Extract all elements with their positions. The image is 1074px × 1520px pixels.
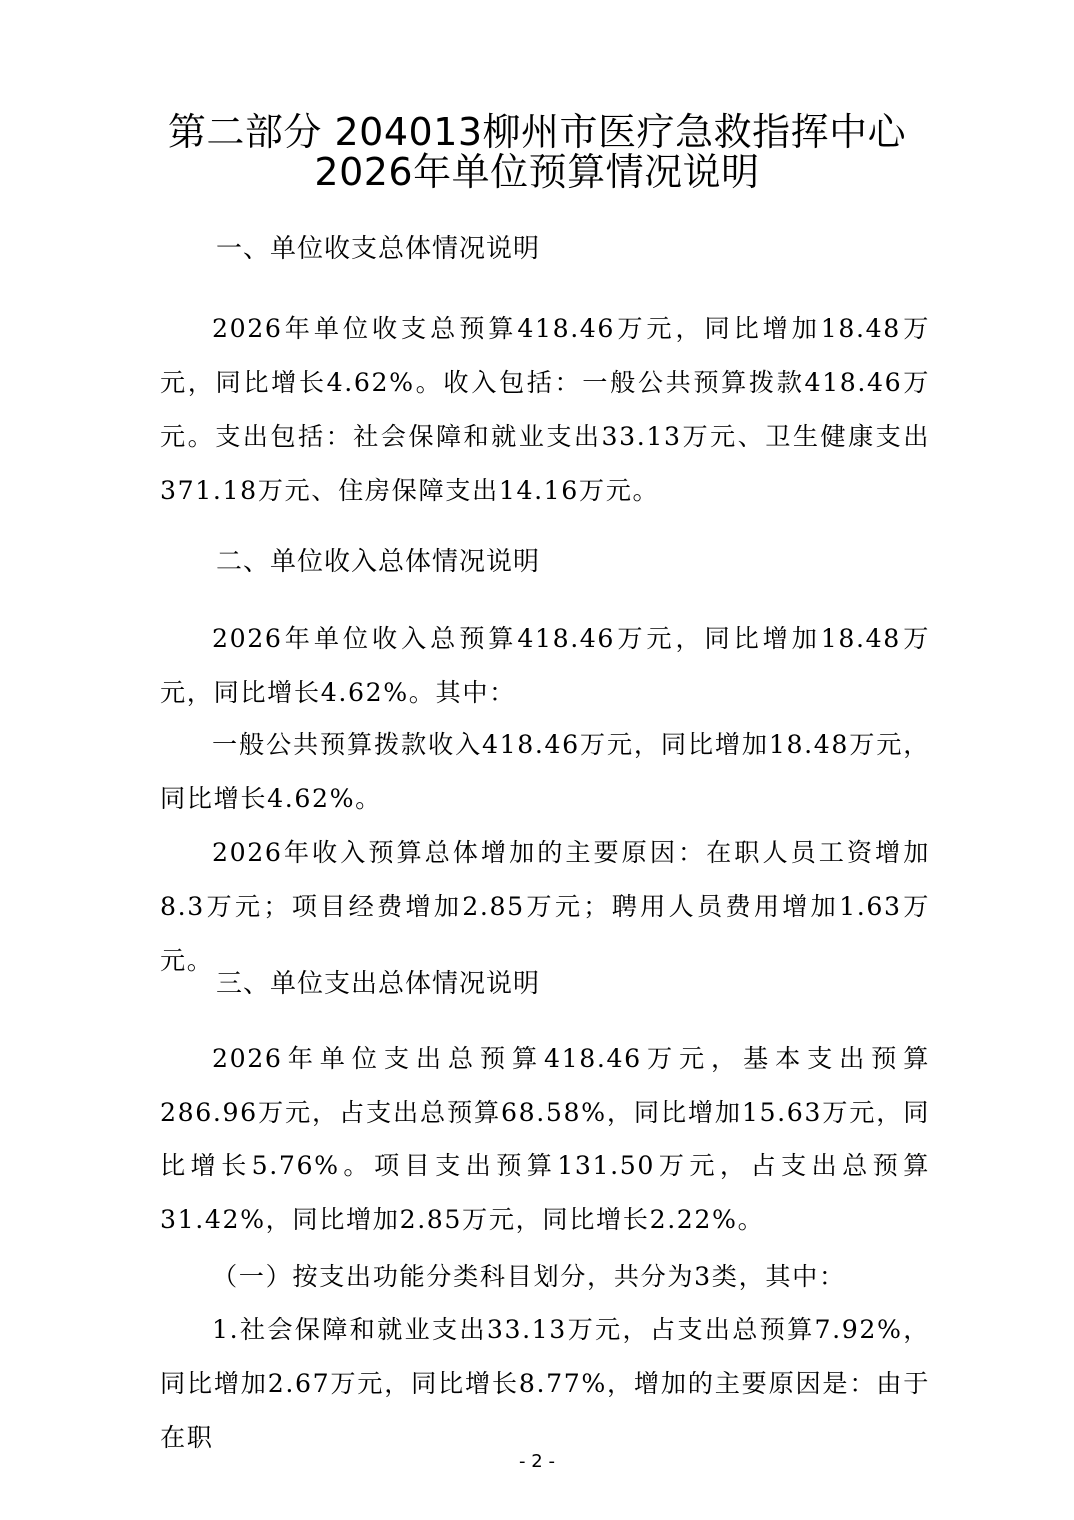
document-title-line-1: 第二部分 204013柳州市医疗急救指挥中心 [167, 110, 907, 154]
document-title-line-2: 2026年单位预算情况说明 [314, 150, 760, 194]
section-3-paragraph-3: 1.社会保障和就业支出33.13万元，占支出总预算7.92%，同比增加2.67万元，同比增长8.77%，增加的主要原因是：由于在职 [160, 1315, 930, 1452]
page-number: - 2 - [519, 1451, 555, 1472]
section-3-paragraph-1: 2026年单位支出总预算418.46万元，基本支出预算286.96万元，占支出总预算68.58%，同比增加15.63万元，同比增长5.76%。项目支出预算131.50万元，占支出总预算31.42%，同比增加2.85万元，同比增长2.22%。 [160, 1044, 930, 1234]
section-1-paragraph-1: 2026年单位收支总预算418.46万元，同比增加18.48万元，同比增长4.62%。收入包括：一般公共预算拨款418.46万元。支出包括：社会保障和就业支出33.13万元、卫生健康支出371.18万元、住房保障支出14.16万元。 [160, 314, 930, 505]
section-heading-2: 二、单位收入总体情况说明 [216, 547, 541, 577]
section-heading-3: 三、单位支出总体情况说明 [216, 969, 541, 999]
section-heading-1: 一、单位收支总体情况说明 [216, 234, 541, 264]
section-2-paragraph-2: 一般公共预算拨款收入418.46万元，同比增加18.48万元，同比增长4.62%。 [160, 730, 930, 813]
section-2-paragraph-1: 2026年单位收入总预算418.46万元，同比增加18.48万元，同比增长4.62%。其中： [160, 624, 930, 707]
section-2-paragraph-3: 2026年收入预算总体增加的主要原因：在职人员工资增加8.3万元；项目经费增加2.85万元；聘用人员费用增加1.63万元。 [160, 838, 930, 975]
section-3-paragraph-2: （一）按支出功能分类科目划分，共分为3类，其中： [212, 1262, 846, 1291]
